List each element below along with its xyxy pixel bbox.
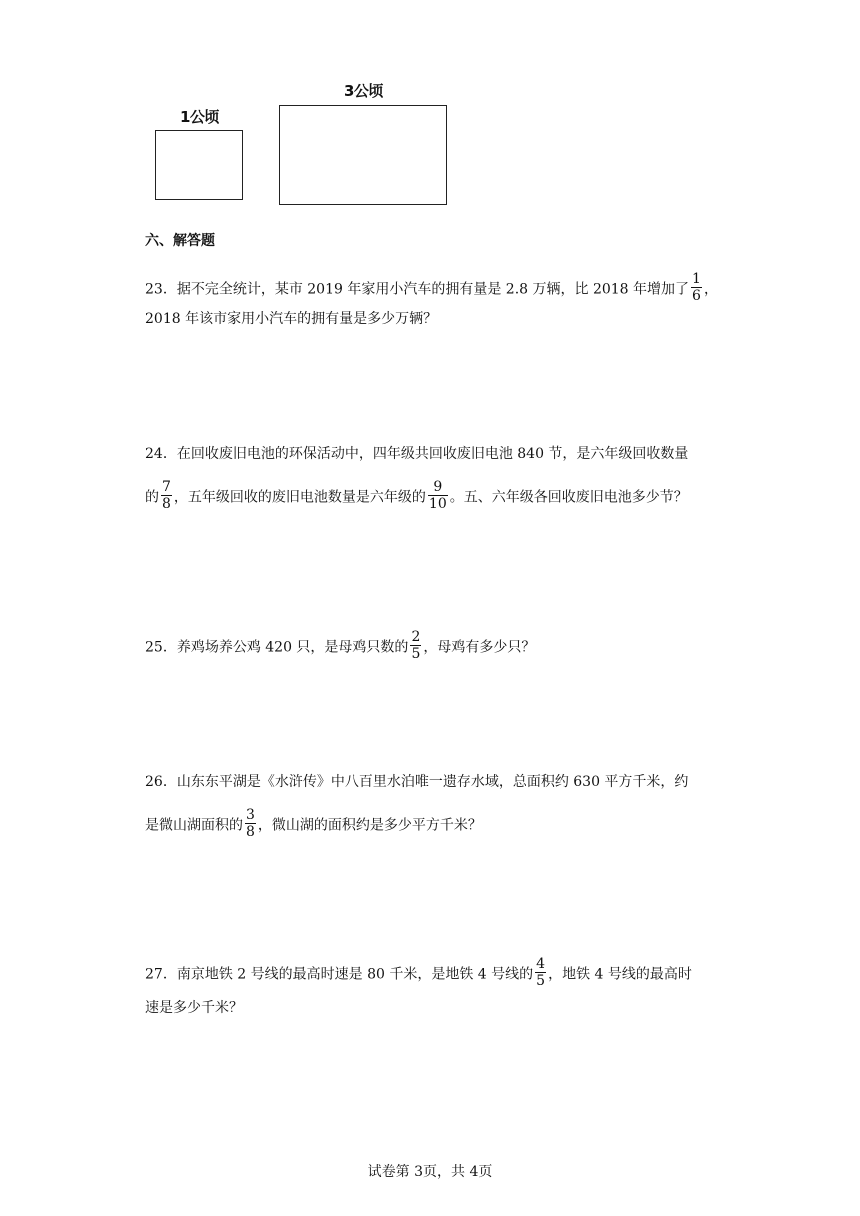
large-rectangle	[279, 105, 447, 205]
q24-frac1-num: 7	[162, 479, 171, 495]
q23-fraction	[691, 271, 702, 304]
q25-text-post: ，母鸡有多少只？	[423, 639, 536, 656]
q24-text-mid: ，五年级回收的废旧电池数量是六年级的	[173, 489, 426, 506]
q23-frac-den: 6	[692, 288, 701, 304]
q24-fraction-1	[161, 479, 172, 512]
q27-line1	[145, 958, 692, 991]
small-rectangle	[155, 130, 243, 200]
q27-line2: 速是多少千米？	[145, 1000, 243, 1016]
q25-frac-num: 2	[411, 629, 421, 645]
q26-text-pre: 是微山湖面积的	[145, 817, 243, 834]
q27-text-post: ，地铁 4 号线的最高时	[548, 966, 692, 983]
q27-text-pre: 27．南京地铁 2 号线的最高时速是 80 千米，是地铁 4 号线的	[145, 966, 534, 983]
q26-frac-num: 3	[246, 807, 255, 823]
page-footer: 试卷第 3页，共 4页	[367, 1164, 493, 1180]
q25-frac-den: 5	[411, 646, 421, 662]
q23-frac-num: 1	[692, 271, 701, 287]
q25-line	[145, 631, 535, 664]
q26-fraction	[245, 807, 256, 840]
q24-line1: 24．在回收废旧电池的环保活动中，四年级共回收废旧电池 840 节，是六年级回收数量	[145, 446, 689, 462]
q24-frac1-den: 8	[162, 496, 171, 512]
q23-text: 23．据不完全统计，某市 2019 年家用小汽车的拥有量是 2.8 万辆，比 2018 年增加了	[145, 281, 690, 298]
small-rect-label: 1公顷	[180, 108, 219, 126]
q25-text-pre: 25．养鸡场养公鸡 420 只，是母鸡只数的	[145, 639, 409, 656]
q27-frac-den: 5	[536, 973, 546, 989]
q23-line2: 2018 年该市家用小汽车的拥有量是多少万辆？	[145, 311, 438, 327]
q24-text-pre: 的	[145, 489, 159, 506]
q23-line1	[145, 273, 718, 306]
q24-text-post: 。五、六年级各回收废旧电池多少节？	[449, 489, 688, 506]
q26-line1: 26．山东东平湖是《水浒传》中八百里水泊唯一遗存水域，总面积约 630 平方千米，约	[145, 774, 689, 790]
q26-frac-den: 8	[246, 824, 255, 840]
large-rect-label: 3公顷	[344, 82, 383, 100]
q26-line2	[145, 809, 482, 842]
q24-frac2-num: 9	[428, 479, 448, 496]
q27-fraction	[535, 956, 546, 989]
section-title: 六、解答题	[145, 233, 215, 249]
q24-line2	[145, 481, 688, 514]
q23-text-post: ，	[703, 281, 718, 298]
q27-frac-num: 4	[536, 956, 546, 972]
q25-fraction	[410, 629, 421, 662]
q24-fraction-2	[428, 479, 448, 512]
q24-frac2-den: 10	[428, 496, 447, 512]
q26-text-post: ，微山湖的面积约是多少平方千米？	[257, 817, 482, 834]
